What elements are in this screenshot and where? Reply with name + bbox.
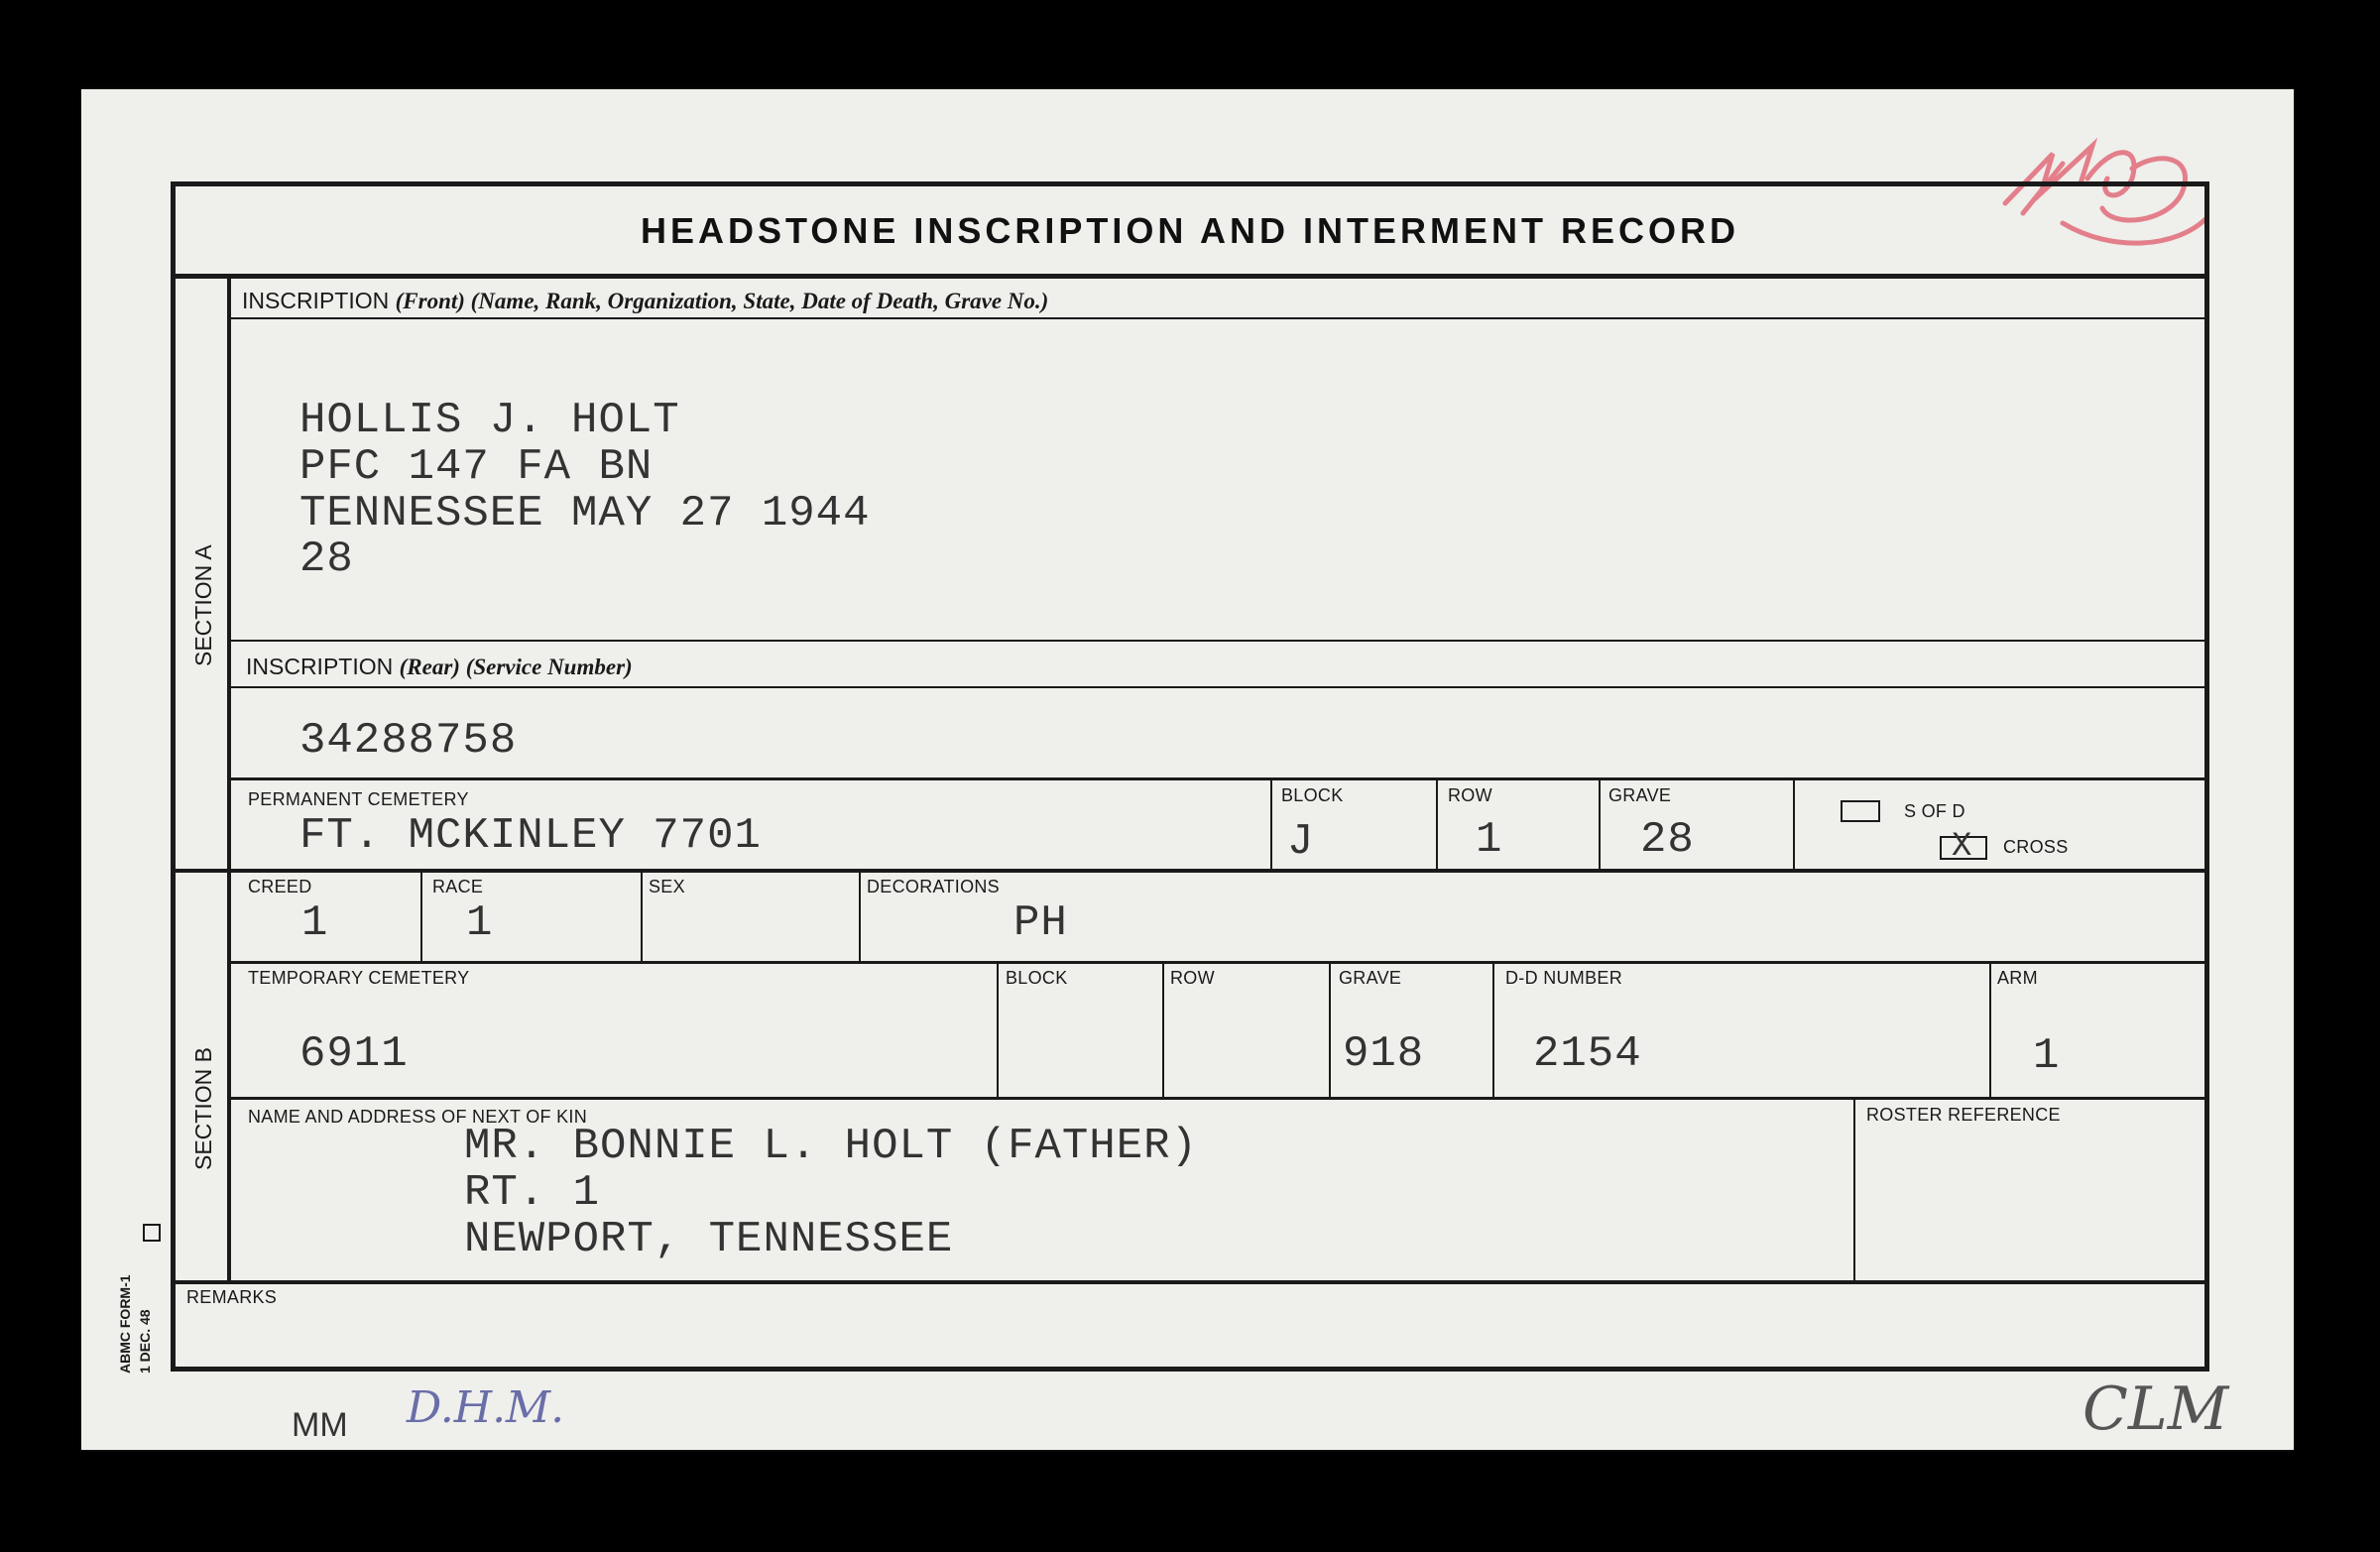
arm-value: 1	[2033, 1031, 2061, 1081]
next-of-kin-label: NAME AND ADDRESS OF NEXT OF KIN	[248, 1107, 588, 1127]
dd-number-label: D-D NUMBER	[1505, 968, 1622, 988]
temp-row-label: ROW	[1170, 968, 1215, 988]
arm-label: ARM	[1997, 968, 2038, 988]
inscription-rear-detail: (Rear) (Service Number)	[399, 655, 633, 679]
cross-check-mark: X	[1952, 828, 1972, 866]
form-title: HEADSTONE INSCRIPTION AND INTERMENT RECORD	[640, 210, 1740, 251]
cross-checkbox[interactable]	[1940, 828, 1987, 866]
temp-grave-label: GRAVE	[1339, 968, 1402, 988]
row-value: 1	[1476, 815, 1503, 865]
inscription-rear-label: INSCRIPTION (Rear) (Service Number)	[246, 654, 633, 679]
form-id-checkbox	[143, 1224, 161, 1242]
sex-label: SEX	[649, 877, 685, 896]
block-label: BLOCK	[1281, 785, 1344, 805]
typed-initials: MM	[292, 1406, 348, 1444]
signature: CLM	[2082, 1374, 2229, 1444]
section-divider	[171, 869, 2209, 873]
cross-label: CROSS	[2003, 837, 2069, 857]
service-number: 34288758	[299, 716, 518, 766]
inscription-front-line: PFC 147 FA BN	[299, 442, 654, 492]
permanent-cemetery-label: PERMANENT CEMETERY	[248, 789, 469, 809]
inscription-front-detail: (Front) (Name, Rank, Organization, State, Date of Death, Grave No.)	[395, 289, 1049, 313]
next-of-kin-line: RT. 1	[464, 1168, 601, 1218]
section-b-label: SECTION B	[190, 1047, 216, 1170]
decorations-label: DECORATIONS	[867, 877, 1000, 896]
form-id-line2: 1 DEC. 48	[137, 1309, 153, 1373]
dd-number-value: 2154	[1533, 1029, 1642, 1079]
roster-reference-label: ROSTER REFERENCE	[1866, 1105, 2061, 1125]
inscription-front-line: HOLLIS J. HOLT	[299, 396, 680, 445]
next-of-kin-line: MR. BONNIE L. HOLT (FATHER)	[464, 1122, 1198, 1171]
sofd-label: S OF D	[1904, 801, 1965, 821]
grave-value: 28	[1640, 815, 1695, 865]
decorations-value: PH	[1013, 898, 1068, 948]
temp-block-label: BLOCK	[1006, 968, 1068, 988]
grave-label: GRAVE	[1608, 785, 1672, 805]
inscription-front-label: INSCRIPTION (Front) (Name, Rank, Organization, State, Date of Death, Grave No.)	[242, 288, 1049, 313]
inscription-front-line: TENNESSEE MAY 27 1944	[299, 489, 871, 538]
title-divider	[171, 274, 2209, 279]
temporary-cemetery-label: TEMPORARY CEMETERY	[248, 968, 470, 988]
creed-value: 1	[301, 898, 329, 948]
creed-label: CREED	[248, 877, 312, 896]
row-label: ROW	[1448, 785, 1492, 805]
block-value: J	[1287, 817, 1315, 867]
race-label: RACE	[432, 877, 484, 896]
temporary-cemetery-value: 6911	[299, 1029, 409, 1079]
handwritten-initials: D.H.M.	[407, 1382, 565, 1433]
section-a-label: SECTION A	[190, 544, 216, 666]
inscription-front-line: 28	[299, 535, 354, 584]
remarks-label: REMARKS	[186, 1287, 278, 1307]
remarks-divider	[171, 1280, 2209, 1284]
permanent-cemetery-value: FT. MCKINLEY 7701	[299, 811, 762, 861]
next-of-kin-line: NEWPORT, TENNESSEE	[464, 1215, 954, 1264]
race-value: 1	[466, 898, 494, 948]
form-id-line1: ABMC FORM-1	[117, 1274, 133, 1373]
temp-grave-value: 918	[1343, 1029, 1425, 1079]
sofd-checkbox[interactable]	[1841, 800, 1880, 822]
